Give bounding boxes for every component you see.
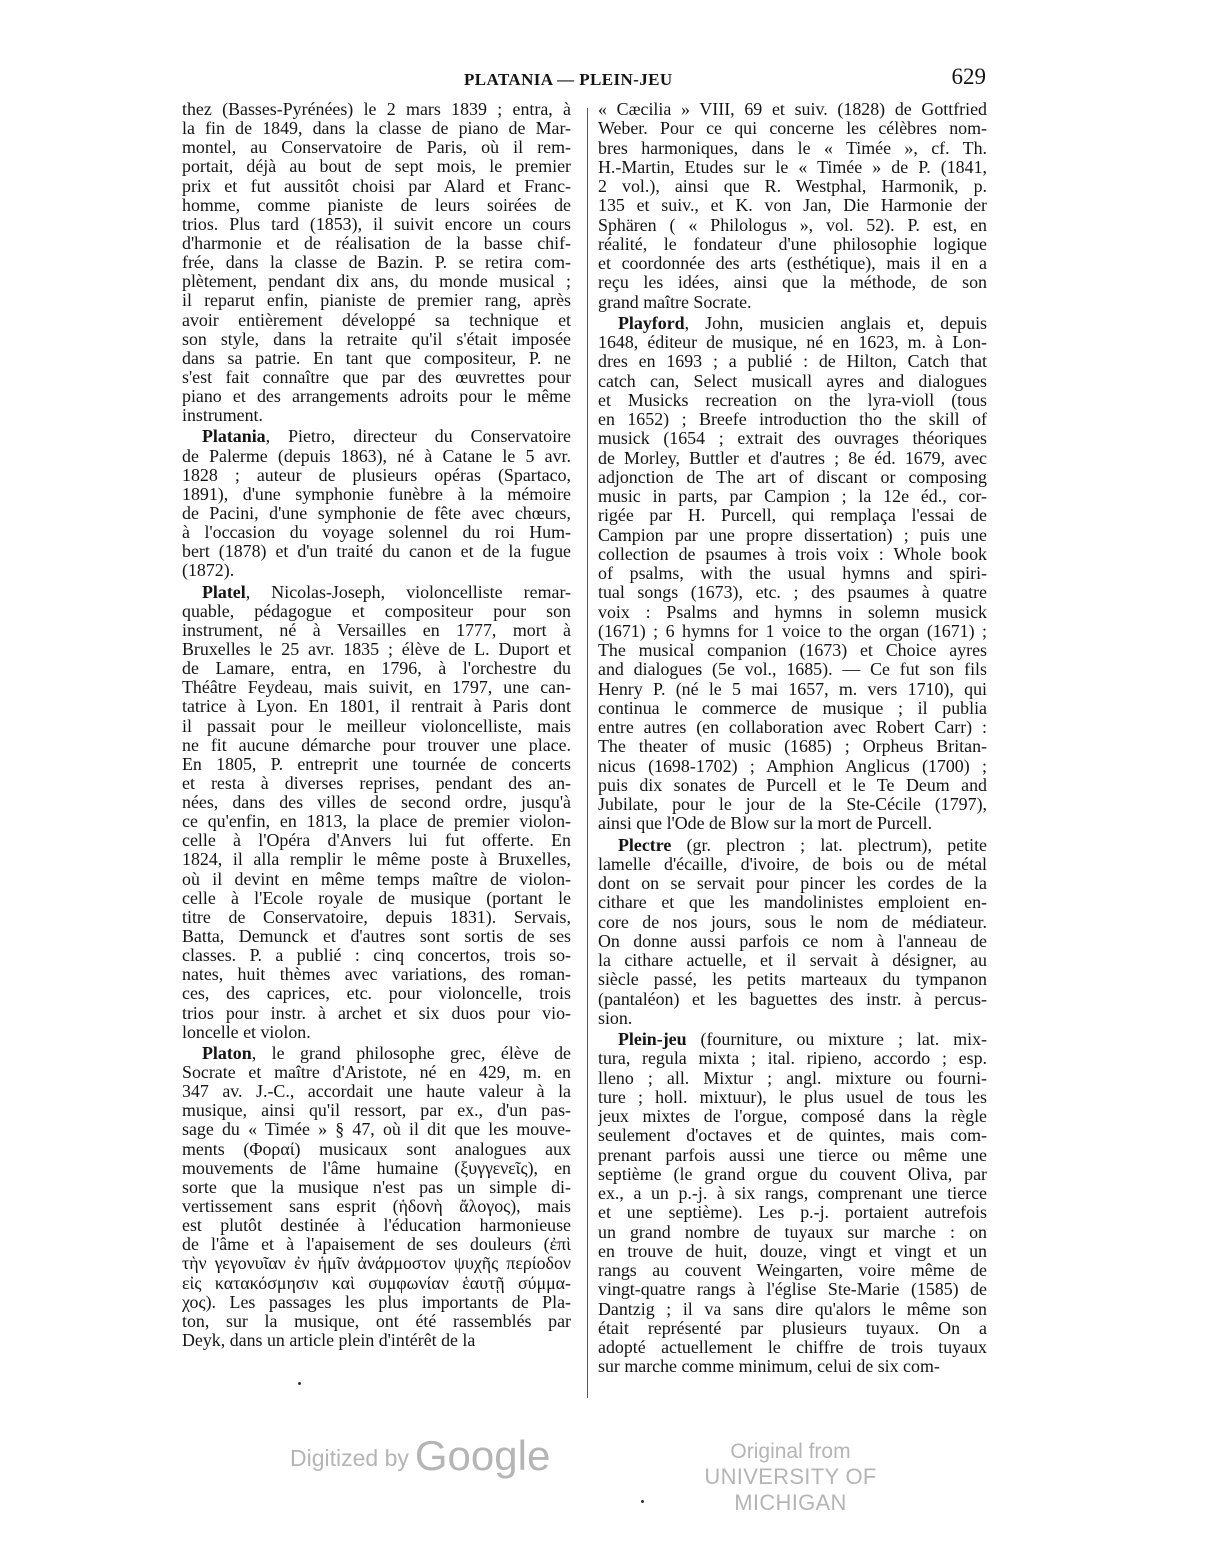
- text-line: sion.: [598, 1008, 633, 1028]
- running-title: PLATANIA — PLEIN-JEU: [464, 70, 673, 89]
- original-source-watermark: [668, 1440, 913, 1516]
- text-line: Platel, Nicolas-Joseph, violoncelliste remar-: [202, 582, 571, 602]
- text-line: dres en 1693 ; a publié : de Hilton, Catch that: [598, 352, 987, 372]
- text-line: ex., a un p.-j. à six rangs, comprenant une tierce: [598, 1184, 987, 1203]
- text-line: cithare et que les mandolinistes emploient en-: [598, 893, 987, 913]
- text-line: tatrice à Lyon. En 1801, il rentrait à Paris dont: [182, 697, 571, 717]
- text-line: bres harmoniques, dans le « Timée », cf. Th.: [598, 138, 987, 158]
- text-line: et une septième). Les p.-j. portaient autrefois: [598, 1203, 987, 1223]
- text-line: vingt-quatre rangs à l'église Ste-Marie (1585) de: [598, 1280, 987, 1300]
- text-line: siècle passé, les petits marteaux du tympanon: [598, 970, 987, 990]
- text-line: s'est fait connaître que par des œuvrettes pour: [182, 367, 571, 387]
- text-line: 347 av. J.-C., accordait une haute valeur à la: [182, 1082, 571, 1102]
- text-line: portait, déjà au bout de sept mois, le premier: [182, 157, 571, 177]
- text-line: grand maître Socrate.: [598, 292, 752, 312]
- text-line: nées, dans des villes de second ordre, jusqu'à: [182, 793, 571, 813]
- text-line: avoir entièrement développé sa technique et: [182, 310, 571, 330]
- text-line: est plutôt destinée à l'éducation harmonieuse: [182, 1216, 571, 1236]
- text-line: montel, au Conservatoire de Paris, où il rem-: [182, 138, 571, 158]
- article-headword: Platania: [202, 427, 266, 447]
- text-line: en trouve de huit, douze, vingt et vingt et un: [598, 1241, 987, 1261]
- text-line: Jubilate, pour le jour de la Ste-Cécile (1797),: [598, 795, 987, 814]
- text-line: adopté actuellement le chiffre de trois tuyaux: [598, 1338, 987, 1357]
- text-line: classes. P. a publié : cinq concertos, trois so-: [182, 946, 571, 966]
- text-line: Théâtre Feydeau, mais suivit, en 1797, une can-: [182, 678, 571, 698]
- text-line: tual songs (1673), etc. ; des psaumes à quatre: [598, 583, 987, 603]
- text-line: ture ; holl. mixtuur), le plus usuel de tous les: [598, 1087, 987, 1107]
- text-line: music in parts, par Campion ; la 12e éd., cor-: [598, 487, 987, 506]
- ink-speck: [641, 1500, 644, 1503]
- text-line: χος). Les passages les plus importants de Pla-: [182, 1292, 571, 1312]
- text-line: The musical companion (1673) et Choice ayres: [598, 641, 987, 660]
- column-divider: [587, 108, 589, 1398]
- text-line: instrument.: [182, 406, 263, 426]
- digitized-prefix: Digitized by: [290, 1445, 409, 1471]
- article-headword: Plein-jeu: [618, 1030, 687, 1049]
- text-line: εἰς κατακόσμησιν καὶ συμφωνίαν ἑαυτῇ σύμμα-: [182, 1273, 571, 1293]
- paragraph: [598, 314, 987, 834]
- article-headword: Platon: [202, 1043, 252, 1063]
- text-line: 1648, éditeur de musique, né en 1623, m. à Lon-: [598, 333, 987, 352]
- text-line: à l'occasion du voyage solennel du roi Hum-: [182, 523, 571, 543]
- original-from-label: Original from: [730, 1440, 851, 1463]
- text-line: bert (1878) et d'un traité du canon et de la fugue: [182, 542, 571, 562]
- text-line: nates, huit thèmes avec variations, des roman-: [182, 965, 571, 985]
- text-line: où il devint en même temps maître de violon-: [182, 869, 571, 889]
- text-line: la cithare actuelle, et il servait à désigner, au: [598, 951, 987, 970]
- text-line: Platania, Pietro, directeur du Conservatoire: [202, 427, 571, 447]
- text-line: frée, dans la classe de Bazin. P. se retira com-: [182, 253, 571, 273]
- text-line: musick (1654 ; extrait des ouvrages théoriques: [598, 429, 987, 449]
- paragraph: [182, 583, 571, 1042]
- text-line: homme, comme pianiste de leurs soirées de: [182, 195, 571, 215]
- text-line: de Lamare, entra, en 1796, à l'orchestre du: [182, 659, 571, 679]
- text-line: continua le commerce de musique ; il publia: [598, 698, 987, 718]
- text-line: On donne aussi parfois ce nom à l'anneau de: [598, 931, 987, 951]
- article-headword: Plectre: [618, 835, 672, 855]
- text-line: rigée par H. Purcell, qui remplaça l'essai de: [598, 506, 987, 526]
- text-line: de Pacini, d'une symphonie de fête avec chœurs,: [182, 503, 571, 523]
- text-line: de l'âme et à l'apaisement de ses douleurs (ἐπὶ: [182, 1235, 571, 1255]
- text-line: entre autres (en collaboration avec Robert Carr) :: [598, 718, 987, 737]
- text-line: reçu les idées, ainsi que la méthode, de son: [598, 273, 987, 293]
- text-line: Plectre (gr. plectron ; lat. plectrum), petite: [618, 835, 987, 855]
- text-line: Socrate et maître d'Aristote, né en 429, m. en: [182, 1063, 571, 1083]
- text-line: lamelle d'écaille, d'ivoire, de bois ou de métal: [598, 854, 987, 874]
- text-line: 1824, il alla remplir le même poste à Bruxelles,: [182, 850, 571, 870]
- text-line: réalité, le fondateur d'une philosophie logique: [598, 234, 987, 254]
- text-line: mouvements de l'âme humaine (ξυγγενεῖς), en: [182, 1158, 571, 1178]
- paragraph: [598, 100, 987, 312]
- text-line: un grand nombre de tuyaux sur marche : on: [598, 1222, 987, 1242]
- text-line: ce qu'enfin, en 1813, la place de premier violon-: [182, 812, 571, 832]
- text-line: τὴν γεγονυῖαν ἐν ἡμῖν ἀνάρμοστον ψυχῆς περίοδον: [182, 1254, 571, 1274]
- text-line: celle à l'Ecole royale de musique (portant le: [182, 888, 571, 908]
- text-line: « Cæcilia » VIII, 69 et suiv. (1828) de Gottfried: [598, 100, 987, 119]
- text-line: (pantaléon) et les baguettes des instr. à percus-: [598, 989, 987, 1009]
- text-line: En 1805, P. entreprit une tournée de concerts: [182, 754, 571, 774]
- text-line: ton, sur la musique, ont été rassemblés par: [182, 1311, 571, 1331]
- text-line: loncelle et violon.: [182, 1022, 311, 1042]
- text-line: Sphären ( « Philologus », vol. 52). P. est, en: [598, 215, 987, 235]
- text-line: rangs au couvent Weingarten, voire même de: [598, 1261, 987, 1280]
- text-line: sorte que la musique n'est pas un simple di-: [182, 1177, 571, 1197]
- text-line: and dialogues (5e vol., 1685). — Ce fut son fils: [598, 660, 987, 680]
- text-line: Plein-jeu (fourniture, ou mixture ; lat. mix-: [618, 1030, 987, 1049]
- text-line: puis dix sonates de Purcell et le Te Deum and: [598, 775, 987, 795]
- text-line: voix : Psalms and hymns in solemn musick: [598, 602, 987, 622]
- text-line: dont on se servait pour pincer les cordes de la: [598, 874, 987, 893]
- text-line: instrument, né à Versailles en 1777, mort à: [182, 620, 571, 640]
- text-line: tura, regula mixta ; ital. ripieno, accordo ; esp.: [598, 1049, 987, 1069]
- text-line: ments (Φοραί) musicaux sont analogues aux: [182, 1139, 571, 1159]
- paragraph: [182, 100, 571, 425]
- text-line: sur marche comme minimum, celui de six com-: [598, 1357, 940, 1377]
- text-line: la fin de 1849, dans la classe de piano de Mar-: [182, 119, 571, 139]
- text-line: ne fit aucune démarche pour trouver une place.: [182, 735, 571, 755]
- text-line: et resta à diverses reprises, pendant des an-: [182, 773, 571, 793]
- page-number: 629: [951, 64, 986, 89]
- paragraph: [182, 427, 571, 580]
- text-line: plètement, pendant dix ans, du monde musical ;: [182, 272, 571, 292]
- text-line: dans sa patrie. En tant que compositeur, P. ne: [182, 348, 571, 368]
- article-headword: Platel: [202, 582, 246, 602]
- text-line: septième (le grand orgue du couvent Oliva, par: [598, 1164, 987, 1184]
- text-line: il reparut enfin, pianiste de premier rang, après: [182, 291, 571, 311]
- text-line: celle à l'Opéra d'Anvers lui fut offerte. En: [182, 831, 571, 851]
- text-line: titre de Conservatoire, depuis 1831). Servais,: [182, 907, 571, 927]
- text-line: prix et fut aussitôt choisi par Alard et Franc-: [182, 176, 571, 196]
- ink-speck: [298, 1382, 301, 1385]
- text-line: The theater of music (1685) ; Orpheus Britan-: [598, 737, 987, 757]
- article-headword: Playford: [618, 313, 685, 333]
- text-line: nicus (1698-1702) ; Amphion Anglicus (1700) ;: [598, 756, 987, 776]
- text-line: H.-Martin, Etudes sur le « Timée » de P. (1841,: [598, 157, 987, 177]
- text-line: Bruxelles le 25 avr. 1835 ; élève de L. Duport et: [182, 639, 571, 659]
- text-line: (1872).: [182, 561, 235, 581]
- text-line: 2 vol.), ainsi que R. Westphal, Harmonik, p.: [598, 177, 987, 196]
- text-line: piano et des arrangements adroits pour le même: [182, 387, 571, 407]
- text-line: thez (Basses-Pyrénées) le 2 mars 1839 ; entra, à: [182, 100, 571, 119]
- text-line: catch can, Select musicall ayres and dialogues: [598, 371, 987, 391]
- text-line: il passait pour le meilleur violoncelliste, mais: [182, 716, 571, 736]
- text-line: Henry P. (né le 5 mai 1657, m. vers 1710), qui: [598, 679, 987, 699]
- paragraph: [598, 1030, 987, 1377]
- text-line: Dantzig ; il va sans dire qu'alors le même son: [598, 1299, 987, 1319]
- text-line: of psalms, with the usual hymns and spiri-: [598, 564, 987, 583]
- right-column: [598, 100, 987, 1377]
- text-line: Batta, Demunck et d'autres sont sortis de ses: [182, 927, 571, 947]
- text-line: adjonction de The art of discant or composing: [598, 467, 987, 487]
- digitized-by-google-watermark: [290, 1432, 550, 1480]
- text-line: quable, pédagogue et compositeur pour son: [182, 601, 571, 621]
- text-line: de Morley, Buttler et d'autres ; 8e éd. 1679, avec: [598, 448, 987, 468]
- left-column: [182, 100, 571, 1350]
- text-line: vertissement sans esprit (ἡδονὴ ἄλογος), mais: [182, 1197, 571, 1217]
- text-line: Campion par une propre dissertation) ; puis une: [598, 525, 987, 545]
- text-line: son style, dans la retraite qu'il s'était imposée: [182, 329, 571, 349]
- university-label: UNIVERSITY OF MICHIGAN: [704, 1464, 877, 1515]
- text-line: prenant parfois aussi une tierce ou même une: [598, 1145, 987, 1165]
- text-line: 1891), d'une symphonie funèbre à la mémoire: [182, 484, 571, 504]
- text-line: de Palerme (depuis 1863), né à Catane le 5 avr.: [182, 446, 571, 466]
- text-line: core de nos jours, sous le nom de médiateur.: [598, 912, 987, 932]
- text-line: seulement d'octaves et de quintes, mais com-: [598, 1126, 987, 1146]
- text-line: trios. Plus tard (1853), il suivit encore un cours: [182, 214, 571, 234]
- text-line: et coordonnée des arts (esthétique), mais il en a: [598, 254, 987, 273]
- text-line: et Musicks recreation on the lyra-violl (tous: [598, 390, 987, 410]
- text-line: sage du « Timée » § 47, où il dit que les mouve-: [182, 1120, 571, 1140]
- text-line: jeux mixtes de l'orgue, composé dans la règle: [598, 1107, 987, 1126]
- text-line: Playford, John, musicien anglais et, depuis: [618, 313, 987, 333]
- paragraph: [598, 836, 987, 1029]
- text-line: musique, ainsi qu'il ressort, par ex., d'un pas-: [182, 1101, 571, 1121]
- text-line: 1828 ; auteur de plusieurs opéras (Spartaco,: [182, 465, 571, 485]
- google-wordmark: Google: [414, 1432, 551, 1479]
- text-line: ces, des caprices, etc. pour violoncelle, trois: [182, 984, 571, 1004]
- text-line: 135 et suiv., et K. von Jan, Die Harmonie der: [598, 196, 987, 216]
- text-line: était représenté par plusieurs tuyaux. On a: [598, 1318, 987, 1338]
- text-line: trios pour instr. à archet et six duos pour vio-: [182, 1003, 571, 1023]
- page-header: [182, 64, 986, 94]
- text-line: collection de psaumes à trois voix : Whole book: [598, 544, 987, 564]
- text-line: Platon, le grand philosophe grec, élève de: [202, 1043, 571, 1063]
- text-line: Weber. Pour ce qui concerne les célèbres nom-: [598, 119, 987, 139]
- text-line: (1671) ; 6 hymns for 1 voice to the organ (1671) ;: [598, 621, 987, 641]
- text-line: lleno ; all. Mixtur ; angl. mixture ou fourni-: [598, 1068, 987, 1088]
- text-line: Deyk, dans un article plein d'intérêt de la: [182, 1331, 476, 1350]
- text-line: ainsi que l'Ode de Blow sur la mort de Purcell.: [598, 814, 933, 834]
- text-line: en 1652) ; Breefe introduction tho the skill of: [598, 410, 987, 429]
- text-line: d'harmonie et de réalisation de la basse chif-: [182, 233, 571, 253]
- paragraph: [182, 1044, 571, 1350]
